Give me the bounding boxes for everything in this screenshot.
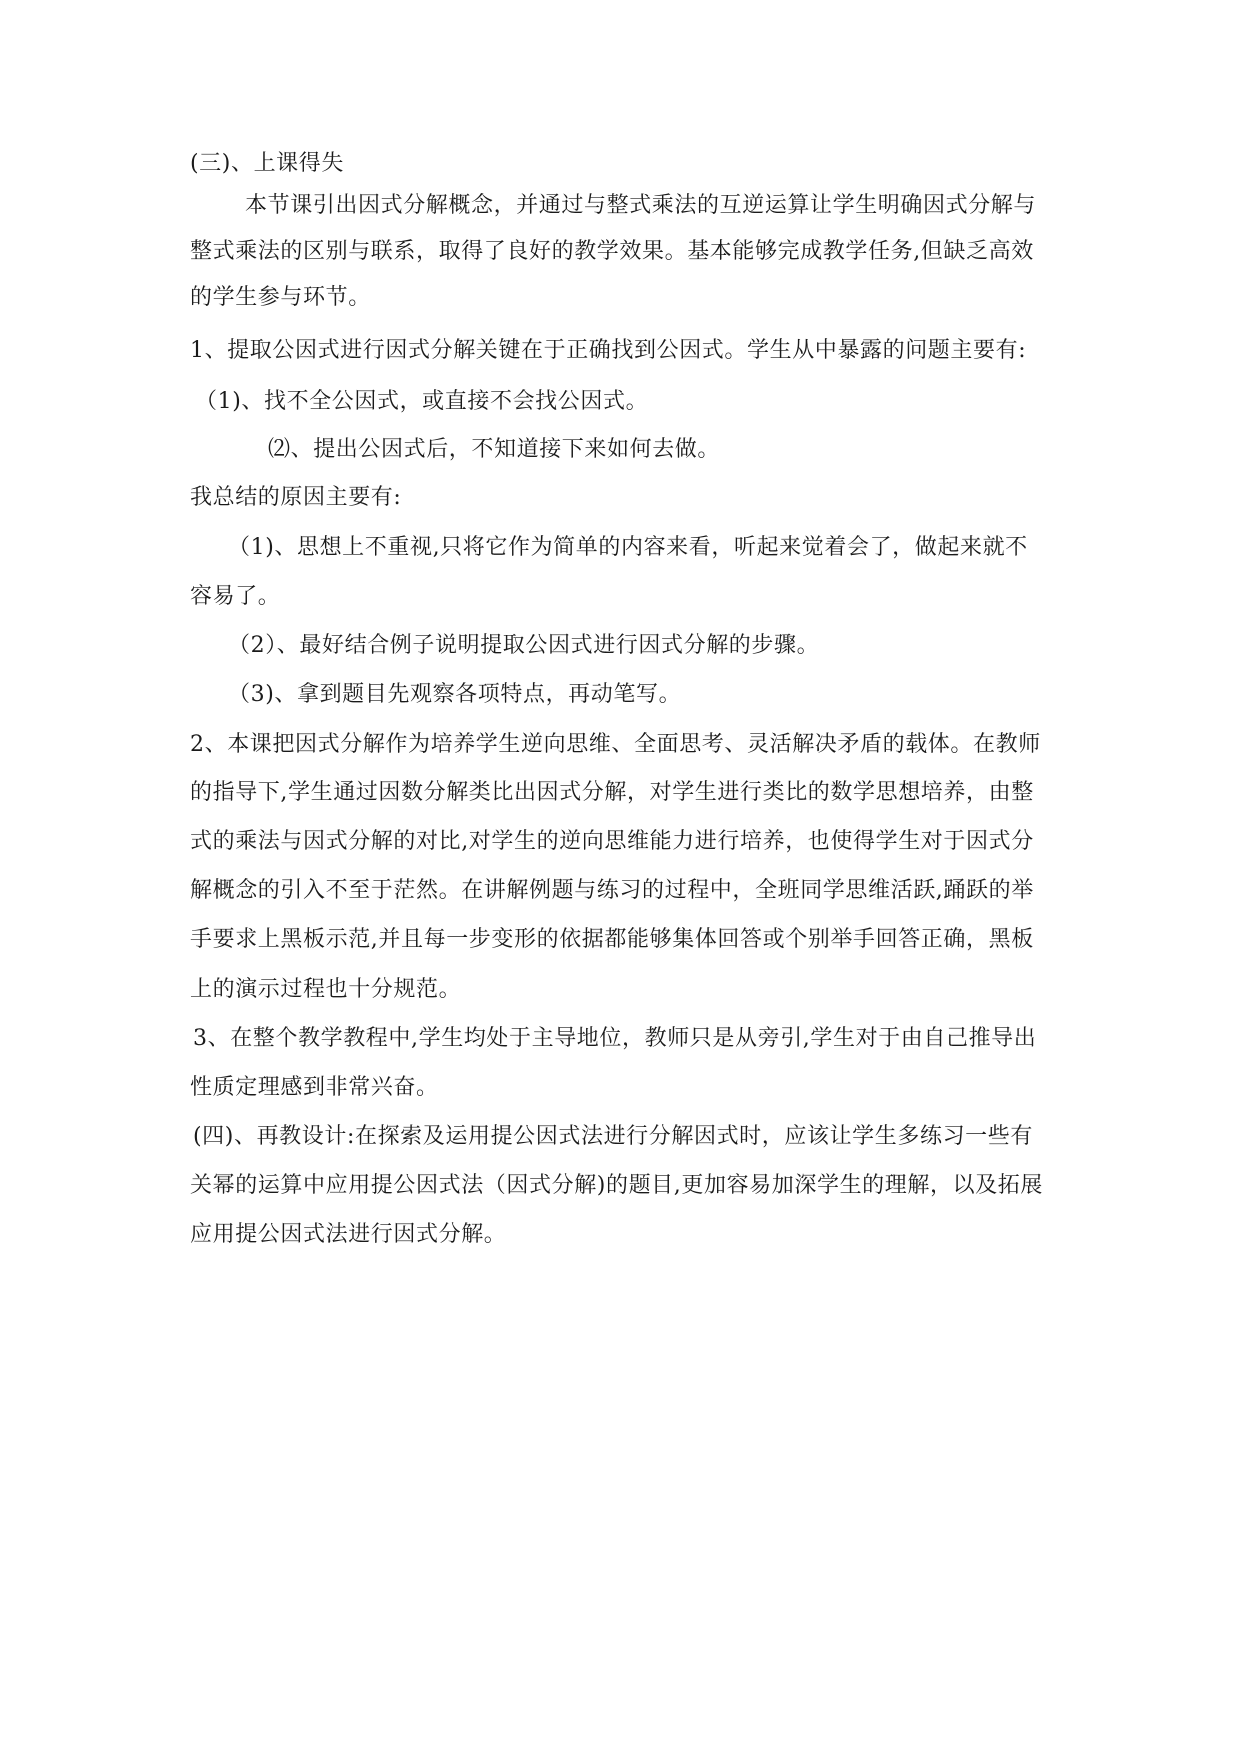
point2-line-6: 上的演示过程也十分规范。 (190, 977, 462, 1002)
point1-line-6: 容易了。 (190, 584, 281, 609)
section-four-line-1: (四)、再教设计:在探索及运用提公因式法进行分解因式时，应该让学生多练习一些有 (193, 1124, 1033, 1149)
intro-line-2: 整式乘法的区别与联系，取得了良好的教学效果。基本能够完成教学任务,但缺乏高效 (190, 239, 1034, 264)
point1-line-1: 1、提取公因式进行因式分解关键在于正确找到公因式。学生从中暴露的问题主要有: (190, 338, 1027, 363)
point1-line-4: 我总结的原因主要有: (190, 485, 402, 510)
intro-line-1: 本节课引出因式分解概念，并通过与整式乘法的互逆运算让学生明确因式分解与 (245, 193, 1037, 218)
section-four-line-2: 关幂的运算中应用提公因式法（因式分解)的题目,更加容易加深学生的理解，以及拓展 (190, 1173, 1043, 1198)
point2-line-2: 的指导下,学生通过因数分解类比出因式分解，对学生进行类比的数学思想培养，由整 (190, 780, 1034, 805)
point1-line-8: （3)、拿到题目先观察各项特点，再动笔写。 (228, 682, 682, 707)
point3-line-1: 3、在整个教学教程中,学生均处于主导地位，教师只是从旁引,学生对于由自己推导出 (193, 1026, 1037, 1051)
point1-line-5: （1)、思想上不重视,只将它作为简单的内容来看，听起来觉着会了，做起来就不 (228, 535, 1028, 560)
section-three-heading: (三)、上课得失 (190, 151, 344, 176)
point1-line-3: ⑵、提出公因式后，不知道接下来如何去做。 (268, 437, 721, 462)
point2-line-1: 2、本课把因式分解作为培养学生逆向思维、全面思考、灵活解决矛盾的载体。在教师 (190, 732, 1041, 757)
point1-line-7: （2）、最好结合例子说明提取公因式进行因式分解的步骤。 (228, 633, 820, 658)
point2-line-5: 手要求上黑板示范,并且每一步变形的依据都能够集体回答或个别举手回答正确，黑板 (190, 927, 1034, 952)
intro-line-3: 的学生参与环节。 (190, 285, 371, 310)
point3-line-2: 性质定理感到非常兴奋。 (190, 1075, 439, 1100)
point2-line-4: 解概念的引入不至于茫然。在讲解例题与练习的过程中，全班同学思维活跃,踊跃的举 (190, 878, 1034, 903)
point2-line-3: 式的乘法与因式分解的对比,对学生的逆向思维能力进行培养，也使得学生对于因式分 (190, 829, 1034, 854)
section-four-line-3: 应用提公因式法进行因式分解。 (190, 1222, 507, 1247)
point1-line-2: （1)、找不全公因式，或直接不会找公因式。 (195, 389, 649, 414)
